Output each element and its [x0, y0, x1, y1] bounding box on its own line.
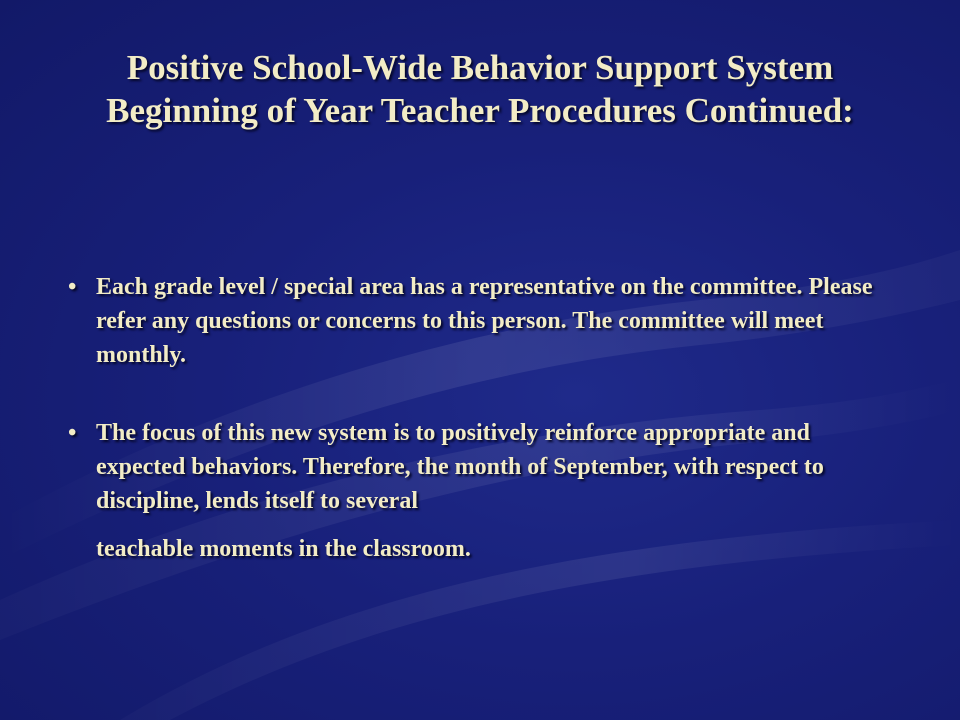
slide-title	[40, 46, 920, 132]
bullet-item-focus	[56, 416, 876, 566]
bullet-text-continuation: teachable moments in the classroom.	[96, 536, 471, 562]
bullet-text: Each grade level / special area has a representative on the committee. Please refer any questions or concerns to this person. The committee will meet monthly.	[96, 274, 873, 368]
bullet-text: The focus of this new system is to positively reinforce appropriate and expected behaviors. Therefore, the month of September, with respect to discipline, lends itself to several	[96, 420, 824, 514]
bullet-list	[56, 270, 876, 566]
bullet-dot-icon: •	[68, 420, 77, 446]
slide-title-line-1: Positive School-Wide Behavior Support System	[126, 48, 834, 87]
slide-title-line-2: Beginning of Year Teacher Procedures Continued:	[106, 91, 854, 130]
bullet-dot-icon: •	[68, 274, 77, 300]
bullet-item-committee	[56, 270, 876, 372]
